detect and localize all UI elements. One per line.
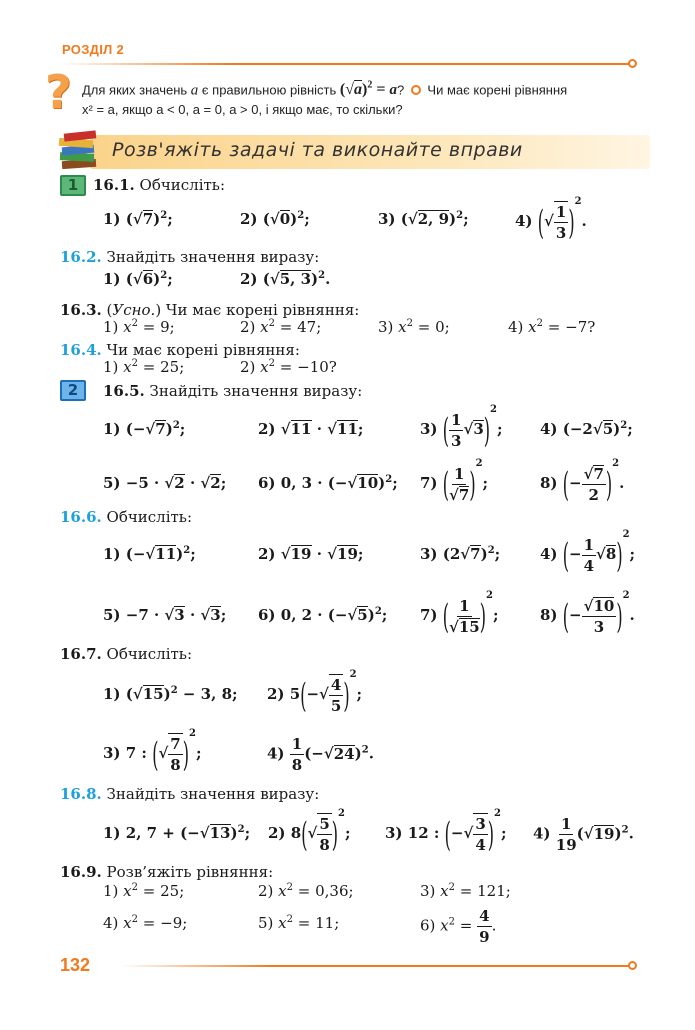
question-text-part: Для яких значень <box>82 82 191 98</box>
header-rule-end-icon <box>628 59 637 68</box>
task-16-2-item-1: 1) $(√6)^2$; <box>103 270 173 288</box>
task-16-6-item-7: 7) ( $\frac{1}{√15}$ )$^2$; <box>420 590 499 636</box>
task-title: ( <box>101 301 113 319</box>
section-label: РОЗДІЛ 2 <box>62 42 124 57</box>
question-mark-icon: ? <box>45 65 72 119</box>
task-16-5-item-7: 7) ( $\frac{1}{√7}$ )$^2$; <box>420 458 489 504</box>
task-16-5-item-1: 1) $(-√7)^2$; <box>103 420 186 438</box>
question-text-part: є правильною рівність <box>198 82 340 98</box>
task-16-6-item-2: 2) √19 · √19; <box>258 545 364 563</box>
task-16-7-item-4: 4) $\frac{1}{8}$ $(-√24)^2$. <box>267 735 374 774</box>
variable-a: a <box>190 82 199 99</box>
task-16-5-item-4: 4) $(-2√5)^2$; <box>540 420 633 438</box>
level-2-badge: 2 <box>60 380 86 401</box>
question-text <box>82 76 647 119</box>
question-text-line2: x² = a, якщо a < 0, a = 0, a > 0, і якщо має, то скільки? <box>82 102 403 118</box>
task-16-3-item-3: 3) $x^2 = 0$; <box>378 318 450 336</box>
task-16-7-item-2: 2) 5(−√ $\frac{4}{5}$ )$^2$; <box>267 669 363 715</box>
footer-rule <box>120 965 630 967</box>
question-text-part: ? <box>396 82 408 98</box>
task-16-5-item-8: 8) (− $\frac{√7}{2}$ )$^2$. <box>540 458 625 504</box>
level-1-badge: 1 <box>60 175 86 196</box>
task-title: Знайдіть значення виразу: <box>144 382 363 400</box>
task-16-8-heading <box>60 785 319 803</box>
task-number: 16.7. <box>60 645 102 663</box>
task-number: 16.9. <box>60 863 102 881</box>
task-16-4-item-2: 2) $x^2 = -10$? <box>240 358 337 376</box>
task-title: Обчисліть: <box>101 645 193 663</box>
task-16-3-item-4: 4) $x^2 = -7$? <box>508 318 596 336</box>
task-number: 16.6. <box>60 508 102 526</box>
task-16-9-item-2: 2) $x^2 = 0,36$; <box>258 882 354 900</box>
task-16-8-item-2: 2) 8(√ $\frac{5}{8}$ )$^2$; <box>268 808 351 854</box>
circle-bullet-icon <box>411 85 421 95</box>
task-16-6-item-1: 1) $(-√11)^2$; <box>103 545 196 563</box>
task-number: 16.2. <box>60 248 102 266</box>
header-rule <box>60 63 630 65</box>
task-16-9-item-1: 1) $x^2 = 25$; <box>103 882 185 900</box>
task-title: Обчисліть: <box>134 176 226 194</box>
task-title: Знайдіть значення виразу: <box>101 248 320 266</box>
question-text-part: Чи має корені рівняння <box>423 82 568 98</box>
task-16-9-item-6: 6) $x^2$ = $\frac{4}{9}$ . <box>420 907 497 946</box>
books-icon <box>56 128 102 174</box>
task-16-6-item-6: 6) 0, $2 \cdot (-√5)^2$; <box>258 606 388 624</box>
task-16-6-item-5: 5) −7 · √3 · √3; <box>103 606 227 624</box>
task-16-1-item-1: 1) $(√7)^2$; <box>103 210 173 228</box>
task-16-5-heading <box>103 382 362 400</box>
task-16-4-heading <box>60 341 300 359</box>
task-16-1-item-4: 4) (√ $\frac{1}{3}$ )$^2$. <box>515 196 587 242</box>
identity-formula: $(√a)^2 = a$ <box>339 80 397 99</box>
task-16-9-item-5: 5) $x^2 = 11$; <box>258 914 340 932</box>
task-title: Чи має корені рівняння: <box>101 341 300 359</box>
task-16-9-item-3: 3) $x^2 = 121$; <box>420 882 511 900</box>
task-16-3-heading <box>60 301 359 319</box>
task-16-6-item-4: 4) (− $\frac{1}{4}$ √8)$^2$; <box>540 529 636 575</box>
banner-title: Розв'яжіть задачі та виконайте вправи <box>112 139 523 161</box>
task-number: 16.3. <box>60 301 102 319</box>
task-16-7-item-3: 3) 7 : (√ $\frac{7}{8}$ )$^2$; <box>103 728 202 774</box>
task-16-2-item-2: 2) (√5, 3)$^2$. <box>240 270 331 288</box>
task-16-8-item-3: 3) 12 : (−√ $\frac{3}{4}$ )$^2$; <box>385 808 507 854</box>
task-16-2-heading <box>60 248 319 266</box>
task-16-3-item-1: 1) $x^2 = 9$; <box>103 318 175 336</box>
task-16-1-item-3: 3) (√2, 9)$^2$; <box>378 210 469 228</box>
task-number: 16.8. <box>60 785 102 803</box>
task-16-6-item-8: 8) (− $\frac{√10}{3}$ )$^2$. <box>540 590 635 636</box>
task-16-6-heading <box>60 508 192 526</box>
task-16-5-item-3: 3) ( $\frac{1}{3}$ √3)$^2$; <box>420 404 503 450</box>
page-number: 132 <box>60 955 91 975</box>
task-title: Розв’яжіть рівняння: <box>101 863 274 881</box>
task-16-1-heading <box>93 176 225 194</box>
task-16-9-item-4: 4) $x^2 = -9$; <box>103 914 188 932</box>
task-16-3-item-2: 2) $x^2 = 47$; <box>240 318 322 336</box>
task-16-1-item-2: 2) $(√0)^2$; <box>240 210 310 228</box>
task-16-6-item-3: 3) $(2√7)^2$; <box>420 545 501 563</box>
footer-rule-end-icon <box>628 961 637 970</box>
task-number: 16.4. <box>60 341 102 359</box>
task-16-5-item-2: 2) √11 · √11; <box>258 420 364 438</box>
task-title: Знайдіть значення виразу: <box>101 785 320 803</box>
task-16-4-item-1: 1) $x^2 = 25$; <box>103 358 185 376</box>
task-16-5-item-5: 5) −5 · √2 · √2; <box>103 474 227 492</box>
task-16-7-heading <box>60 645 192 663</box>
task-number: 16.5. <box>103 382 145 400</box>
task-16-5-item-6: 6) 0, $3 \cdot (-√10)^2$; <box>258 474 398 492</box>
task-title: ) Чи має корені рівняння: <box>155 301 360 319</box>
task-16-8-item-1: 1) 2, $7 + (-√13)^2$; <box>103 824 251 842</box>
task-title-italic: Усно. <box>112 301 156 319</box>
task-title: Обчисліть: <box>101 508 193 526</box>
task-16-7-item-1: 1) $(√15)^2 - 3$, 8; <box>103 685 238 703</box>
task-16-8-item-4: 4) $\frac{1}{19}$ $(√19)^2$. <box>533 815 634 854</box>
task-16-9-heading <box>60 863 273 881</box>
task-number: 16.1. <box>93 176 135 194</box>
